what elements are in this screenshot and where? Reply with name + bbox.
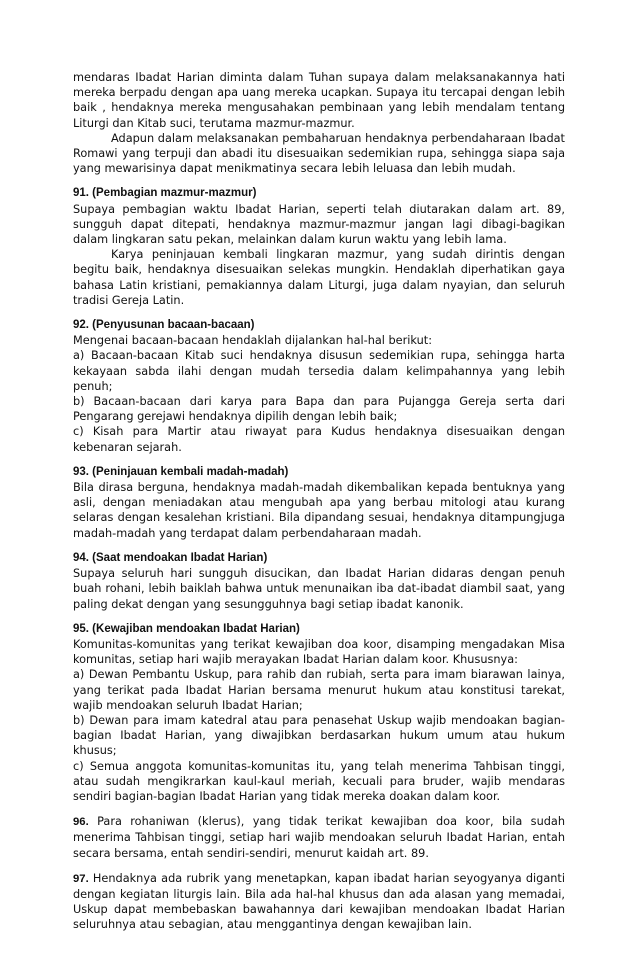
- section-text: Hendaknya ada rubrik yang menetapkan, kapan ibadat harian seyogyanya diganti dengan kegiatan liturgis lain. Bila ada hal-hal khusus dan ada alasan yang memadai, Uskup dapat membebaskan bawahannya dari kewajiban mendoakan Ibadat Harian seluruhnya atau sebagian, atau menggantinya dengan kewajiban lain.: [73, 871, 565, 932]
- section-heading: 95. (Kewajiban mendoakan Ibadat Harian): [73, 622, 300, 635]
- list-item-a: a) Dewan Pembantu Uskup, para rahib dan rubiah, serta para imam biarawan lainya, yang terikat pada Ibadat Harian bersama menurut hukum atau konstitusi tarekat, wajib mendoakan seluruh Ibadat Harian;: [73, 668, 565, 712]
- section-heading: 94. (Saat mendoakan Ibadat Harian): [73, 551, 268, 564]
- section-paragraph-indented: Karya peninjauan kembali lingkaran mazmur, yang sudah dirintis dengan begitu baik, hendaknya disesuaikan selekas mungkin. Hendaklah diperhatikan gaya bahasa Latin kristiani, pemakiannya dalam Liturgi, juga dalam nyayian, dan seluruh tradisi Gereja Latin.: [73, 248, 565, 307]
- section-paragraph: Supaya pembagian waktu Ibadat Harian, seperti telah diutarakan dalam art. 89, sungguh dapat ditepati, hendaknya mazmur-mazmur jangan lagi dibagi-bagikan dalam lingkaran satu pekan, melainkan dalam kurun waktu yang lebih lama.: [73, 202, 565, 247]
- section-number: 97.: [73, 872, 89, 885]
- document-content: [73, 70, 565, 933]
- list-item-c: c) Kisah para Martir atau riwayat para Kudus hendaknya disesuaikan dengan kebenaran sejarah.: [73, 425, 565, 454]
- section-number: 96.: [73, 816, 89, 829]
- section-paragraph: Bila dirasa berguna, hendaknya madah-madah dikembalikan kepada bentuknya yang asli, dengan meniadakan atau mengubah apa yang berbau mitologi atau kurang selaras dengan kesalehan kristiani. Bila dipandang sesuai, hendaknya ditampungjuga madah-madah yang terdapat dalam perbendaharaan madah.: [73, 481, 565, 540]
- section-paragraph: [73, 814, 565, 861]
- section-paragraph: [73, 871, 565, 933]
- section-heading: 92. (Penyusunan bacaan-bacaan): [73, 319, 255, 332]
- section-96: [73, 814, 565, 861]
- section-93: [73, 465, 565, 541]
- section-paragraph: Mengenai bacaan-bacaan hendaklah dijalankan hal-hal berikut:: [73, 334, 433, 348]
- intro-paragraph: mendaras Ibadat Harian diminta dalam Tuhan supaya dalam melaksanakannya hati mereka berpadu dengan apa uang mereka ucapkan. Supaya itu tercapai dengan lebih baik , hendaknya mereka mengusahakan pembinaan yang lebih mendalam tentang Liturgi dan Kitab suci, terutama mazmur-mazmur.: [73, 71, 565, 130]
- section-paragraph: Supaya seluruh hari sungguh disucikan, dan Ibadat Harian didaras dengan penuh buah rohani, lebih baiklah bahwa untuk menunaikan iba dat-ibadat diambil saat, yang paling dekat dengan yang sesungguhnya bagi setiap ibadat kanonik.: [73, 567, 565, 611]
- section-94: [73, 551, 565, 612]
- list-item-b: b) Dewan para imam katedral atau para penasehat Uskup wajib mendoakan bagian-bagian Ibadat Harian, yang diwajibkan berdasarkan hukum umum atau hukum khusus;: [73, 713, 565, 758]
- section-97: [73, 871, 565, 933]
- section-95: [73, 622, 565, 804]
- intro-block: [73, 70, 565, 176]
- intro-paragraph-indented: Adapun dalam melaksanakan pembaharuan hendaknya perbendaharaan Ibadat Romawi yang terpuji dan abadi itu disesuaikan sedemikian rupa, sehingga siapa saja yang mewarisinya dapat menikmatinya secara lebih leluasa dan lebih mudah.: [73, 131, 565, 176]
- list-item-b: b) Bacaan-bacaan dari karya para Bapa dan para Pujangga Gereja serta dari Pengarang gerejawi hendaknya dipilih dengan lebih baik;: [73, 395, 565, 424]
- section-heading: 93. (Peninjauan kembali madah-madah): [73, 465, 289, 478]
- section-text: Para rohaniwan (klerus), yang tidak terikat kewajiban doa koor, bila sudah menerima Tahbisan tinggi, setiap hari wajib mendoakan seluruh Ibadat Harian, entah secara bersama, entah sendiri-sendiri, menurut kaidah art. 89.: [73, 815, 565, 860]
- list-item-c: c) Semua anggota komunitas-komunitas itu, yang telah menerima Tahbisan tinggi, atau sudah mengikrarkan kaul-kaul meriah, kecuali para bruder, wajib mendaras sendiri bagian-bagian Ibadat Harian yang tidak mereka doakan dalam koor.: [73, 759, 565, 803]
- section-92: [73, 318, 565, 455]
- list-item-a: a) Bacaan-bacaan Kitab suci hendaknya disusun sedemikian rupa, sehingga harta kekayaan sabda ilahi dengan mudah tersedia dalam kelimpahannya yang lebih penuh;: [73, 349, 565, 393]
- section-paragraph: Komunitas-komunitas yang terikat kewajiban doa koor, disamping mengadakan Misa komunitas, setiap hari wajib merayakan Ibadat Harian dalam koor. Khususnya:: [73, 637, 565, 667]
- section-91: [73, 186, 565, 308]
- section-heading: 91. (Pembagian mazmur-mazmur): [73, 187, 257, 200]
